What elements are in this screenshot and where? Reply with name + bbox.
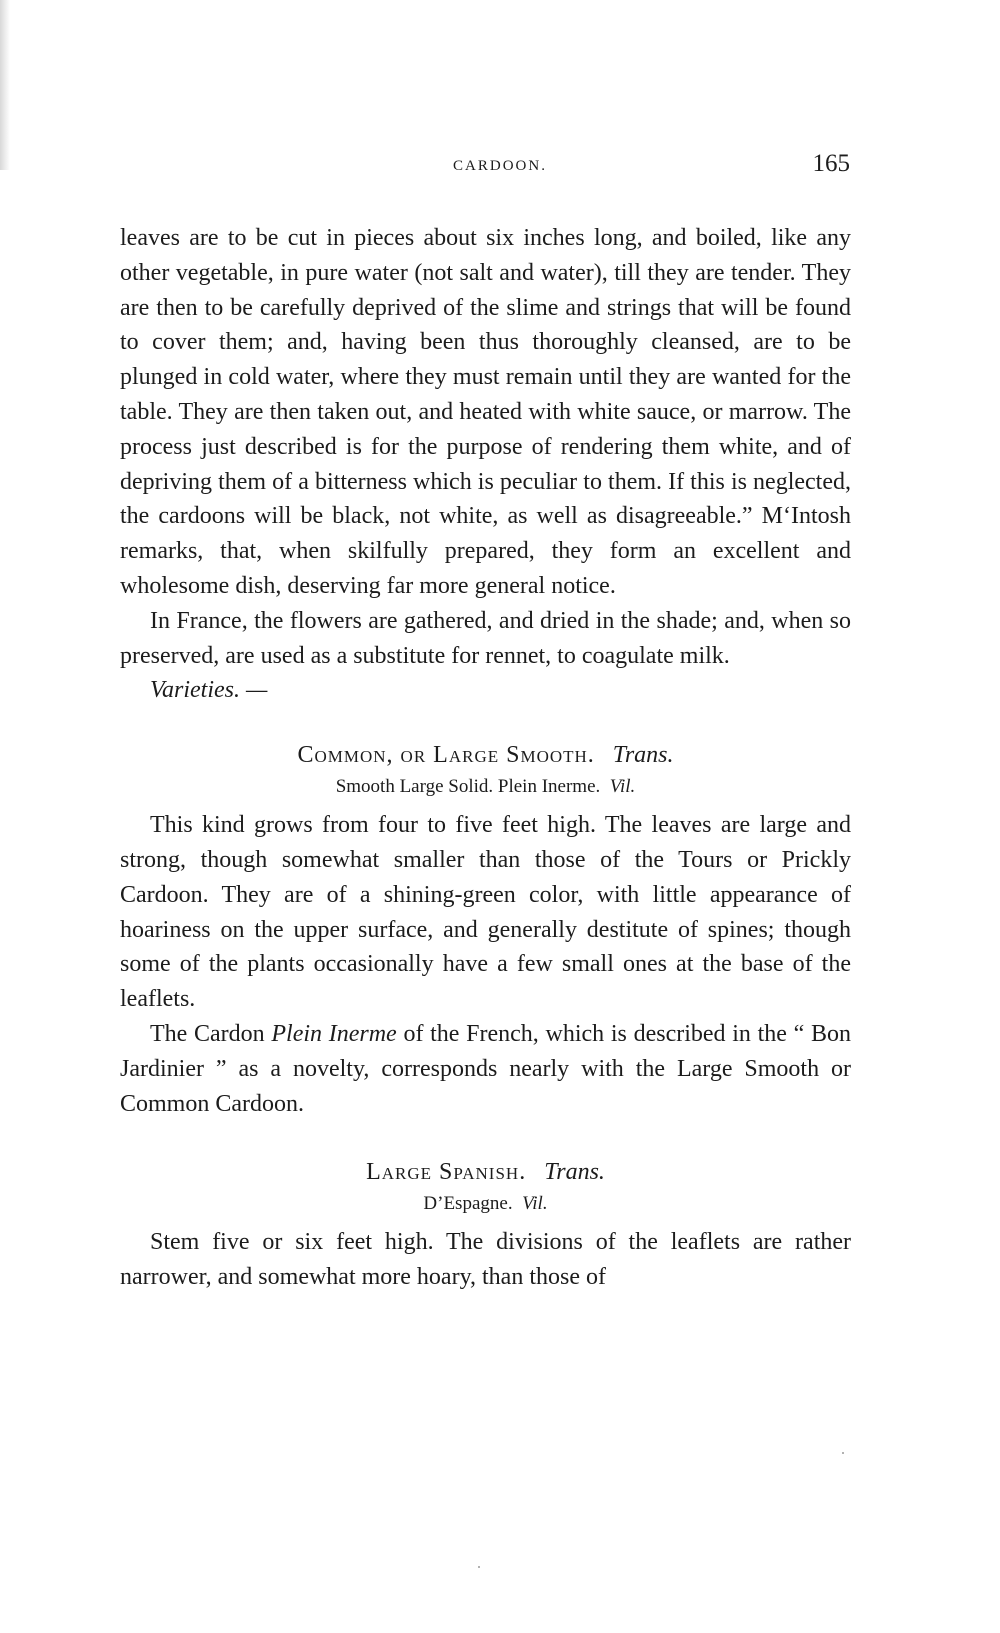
paragraph-plein-inerme: [120, 1017, 851, 1121]
variety-synonyms-common: [120, 772, 851, 802]
scan-edge-shadow: [0, 0, 10, 170]
text-block: [120, 221, 851, 1295]
variety-name: Common, or Large Smooth.: [297, 742, 595, 769]
paragraph-flowers: In France, the flowers are gathered, and dried in the shade; and, when so preserved, are used as a substitute for rennet, to coagulate milk.: [120, 607, 851, 669]
variety-name: Large Spanish.: [366, 1159, 527, 1186]
variety-synonyms-spanish: [120, 1189, 851, 1219]
variety-trans: Trans.: [612, 742, 674, 769]
variety-trans: Trans.: [544, 1159, 605, 1186]
variety-heading-common: [120, 738, 851, 772]
running-head: [0, 150, 1000, 190]
page-number: 165: [812, 150, 850, 177]
scan-speck: [842, 1452, 844, 1454]
para-italic: Plein Inerme: [271, 1020, 397, 1047]
paragraph-common-description: This kind grows from four to five feet high. The leaves are large and strong, though somewhat smaller than those of the Tours or Prickly Cardoon. They are of a shining-green color, with little appearance of hoariness on the upper surface, and generally destitute of spines; though some of the plants occasionally have a few small ones at the base of the leaflets.: [120, 812, 851, 1013]
synonyms-vil: Vil.: [609, 776, 636, 798]
synonyms-vil: Vil.: [522, 1193, 548, 1215]
synonyms-text: Smooth Large Solid. Plein Inerme.: [335, 776, 601, 798]
para-text-a: The Cardon: [150, 1020, 265, 1047]
para-text-b: of the French, which is described in the “ Bon Jardinier ” as a novelty, corresponds nearly with the Large Smooth or Common Cardoon.: [120, 1020, 852, 1117]
varieties-label: Varieties. —: [150, 677, 268, 704]
synonyms-text: D’Espagne.: [423, 1193, 513, 1215]
paragraph-spanish-description: Stem five or six feet high. The divisions of the leaflets are rather narrower, and somewhat more hoary, than those of: [120, 1229, 851, 1291]
variety-heading-spanish: [120, 1155, 851, 1189]
running-title: CARDOON.: [453, 158, 547, 174]
scan-speck: [478, 1566, 480, 1568]
paragraph-preparation: leaves are to be cut in pieces about six inches long, and boiled, like any other vegetable, in pure water (not salt and water), till they are tender. They are then to be carefully deprived of the slime and strings that will be found to cover them; and, having been thus thoroughly cleansed, are to be plunged in cold water, where they must remain until they are wanted for the table. They are then taken out, and heated with white sauce, or marrow. The process just described is for the purpose of rendering them white, and of depriving them of a bitterness which is peculiar to them. If this is neglected, the cardoons will be black, not white, as well as disagreeable.” M‘Intosh remarks, that, when skilfully prepared, they form an excellent and wholesome dish, deserving far more general notice.: [120, 225, 851, 599]
